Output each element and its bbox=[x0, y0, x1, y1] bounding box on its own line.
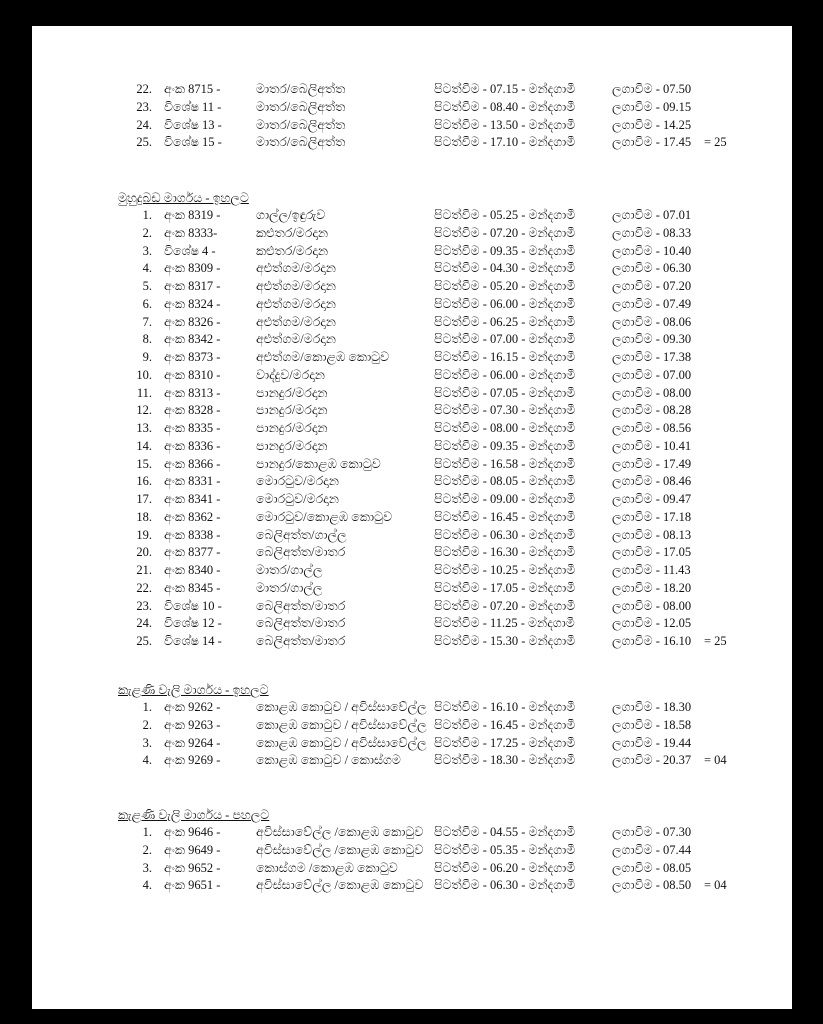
arrival-time: ලගාවීම - 18.58 bbox=[612, 717, 692, 732]
departure-time: පිටත්වීම - 09.35 - මන්දගාමී bbox=[434, 243, 576, 258]
train-number: අංක 8328 - bbox=[164, 403, 221, 418]
row-number: 3. bbox=[142, 243, 152, 258]
row-number: 1. bbox=[142, 208, 152, 222]
row-number: 3. bbox=[142, 860, 152, 875]
departure-time: පිටත්වීම - 16.30 - මන්දගාමී bbox=[434, 545, 576, 560]
arrival-time: ලගාවීම - 07.00 bbox=[612, 367, 692, 382]
train-number: අංක 8373 - bbox=[164, 350, 221, 364]
row-number: 10. bbox=[136, 367, 152, 382]
section-total: = 04 bbox=[704, 753, 727, 768]
train-number: අංක 8310 - bbox=[164, 367, 221, 382]
departure-time: පිටත්වීම - 16.10 - මන්දගාමී bbox=[434, 700, 576, 714]
departure-time: පිටත්වීම - 04.55 - මන්දගාමී bbox=[434, 825, 576, 839]
departure-time: පිටත්වීම - 17.10 - මන්දගාමී bbox=[434, 135, 576, 150]
arrival-time: ලගාවීම - 19.44 bbox=[612, 735, 692, 750]
departure-time: පිටත්වීම - 07.15 - මන්දගාමී bbox=[434, 82, 576, 96]
departure-time: පිටත්වීම - 06.00 - මන්දගාමී bbox=[434, 296, 576, 311]
arrival-time: ලගාවීම - 11.43 bbox=[612, 563, 691, 577]
schedule-row bbox=[32, 437, 792, 455]
row-number: 25. bbox=[136, 135, 152, 150]
departure-time: පිටත්වීම - 05.35 - මන්දගාමී bbox=[434, 842, 576, 857]
arrival-time: ලගාවීම - 10.40 bbox=[612, 243, 692, 258]
arrival-time: ලගාවීම - 17.45 bbox=[612, 135, 692, 150]
schedule-row bbox=[32, 242, 792, 260]
route-name: පානදුර/කොළඹ කොටුව bbox=[256, 456, 381, 471]
arrival-time: ලගාවීම - 18.30 bbox=[612, 700, 692, 714]
schedule-row bbox=[32, 614, 792, 632]
train-number: විශේෂ 10 - bbox=[164, 598, 222, 613]
departure-time: පිටත්වීම - 09.35 - මන්දගාමී bbox=[434, 438, 576, 453]
train-number: විශේෂ 11 - bbox=[164, 99, 222, 114]
departure-time: පිටත්වීම - 13.50 - මන්දගාමී bbox=[434, 117, 576, 132]
route-name: මාතර/ගාල්ල bbox=[256, 563, 323, 577]
schedule-row bbox=[32, 823, 792, 841]
section-total: = 25 bbox=[704, 135, 727, 150]
row-number: 9. bbox=[142, 350, 152, 364]
schedule-row bbox=[32, 841, 792, 859]
route-name: පානදුර/මරදාන bbox=[256, 438, 328, 453]
departure-time: පිටත්වීම - 07.05 - මන්දගාමී bbox=[434, 385, 576, 400]
route-name: ගාල්ල/ඉඳුරුව bbox=[256, 208, 326, 222]
route-name: බෙලිඅත්ත/මාතර bbox=[256, 616, 346, 631]
schedule-row bbox=[32, 366, 792, 384]
departure-time: පිටත්වීම - 08.05 - මන්දගාමී bbox=[434, 474, 576, 489]
departure-time: පිටත්වීම - 15.30 - මන්දගාමී bbox=[434, 634, 576, 648]
arrival-time: ලගාවීම - 18.20 bbox=[612, 580, 692, 595]
arrival-time: ලගාවීම - 07.50 bbox=[612, 82, 692, 96]
arrival-time: ලගාවීම - 08.56 bbox=[612, 421, 692, 435]
schedule-row bbox=[32, 98, 792, 116]
train-number: විශේෂ 15 - bbox=[164, 135, 222, 150]
departure-time: පිටත්වීම - 08.00 - මන්දගාමී bbox=[434, 421, 576, 435]
train-number: අංක 9269 - bbox=[164, 753, 221, 768]
route-name: අවිස්සාවේල්ල /කොළඹ කොටුව bbox=[256, 878, 424, 893]
departure-time: පිටත්වීම - 06.30 - මන්දගාමී bbox=[434, 878, 576, 893]
departure-time: පිටත්වීම - 16.45 - මන්දගාමී bbox=[434, 717, 576, 732]
section-heading: කැළණි වැලි මාර්ගය - පහලට bbox=[118, 808, 270, 822]
section-heading: මුහුදුබඩ මාර්ගය - ඉහලට bbox=[118, 191, 249, 205]
departure-time: පිටත්වීම - 16.58 - මන්දගාමී bbox=[434, 456, 576, 471]
row-number: 22. bbox=[136, 82, 152, 96]
schedule-row bbox=[32, 80, 792, 98]
route-name: මාතර/බෙලිඅත්ත bbox=[256, 99, 346, 114]
route-name: අළුත්ගම/මරදාන bbox=[256, 332, 336, 347]
train-number: අංක 9263 - bbox=[164, 717, 221, 732]
train-number: අංක 9652 - bbox=[164, 860, 221, 875]
route-name: පානදුර/මරදාන bbox=[256, 403, 328, 418]
schedule-row bbox=[32, 632, 792, 650]
section-total: = 25 bbox=[704, 634, 727, 648]
schedule-row bbox=[32, 876, 792, 894]
train-number: අංක 9649 - bbox=[164, 842, 221, 857]
schedule-row bbox=[32, 698, 792, 716]
schedule-row bbox=[32, 734, 792, 752]
train-number: අංක 9264 - bbox=[164, 735, 221, 750]
route-name: බෙලිඅත්ත/මාතර bbox=[256, 634, 346, 648]
route-name: කොළඹ කොටුව / අවිස්සාවේල්ල bbox=[256, 735, 427, 750]
train-number: විශේෂ 12 - bbox=[164, 616, 222, 631]
document-page bbox=[32, 26, 792, 1009]
arrival-time: ලගාවීම - 07.20 bbox=[612, 279, 692, 293]
departure-time: පිටත්වීම - 05.25 - මන්දගාමී bbox=[434, 208, 576, 222]
departure-time: පිටත්වීම - 09.00 - මන්දගාමී bbox=[434, 492, 576, 506]
schedule-row bbox=[32, 330, 792, 348]
arrival-time: ලගාවීම - 17.18 bbox=[612, 509, 692, 524]
row-number: 1. bbox=[142, 825, 152, 839]
route-name: අළුත්ගම/මරදාන bbox=[256, 296, 336, 311]
schedule-row bbox=[32, 277, 792, 295]
departure-time: පිටත්වීම - 17.25 - මන්දගාමී bbox=[434, 735, 576, 750]
row-number: 2. bbox=[142, 717, 152, 732]
train-number: විශේෂ 13 - bbox=[164, 117, 222, 132]
row-number: 2. bbox=[142, 225, 152, 240]
train-number: අංක 8309 - bbox=[164, 261, 221, 276]
train-number: අංක 8324 - bbox=[164, 296, 221, 311]
row-number: 1. bbox=[142, 700, 152, 714]
row-number: 11. bbox=[136, 385, 152, 400]
train-number: අංක 9651 - bbox=[164, 878, 221, 893]
train-number: අංක 8338 - bbox=[164, 527, 221, 542]
section-total: = 04 bbox=[704, 878, 727, 893]
route-name: කොළඹ කොටුව / කොස්ගම bbox=[256, 753, 401, 768]
route-name: පානදුර/මරදාන bbox=[256, 421, 328, 435]
arrival-time: ලගාවීම - 20.37 bbox=[612, 753, 692, 768]
train-number: අංක 9646 - bbox=[164, 825, 221, 839]
train-number: විශේෂ 4 - bbox=[164, 243, 216, 258]
departure-time: පිටත්වීම - 11.25 - මන්දගාමී bbox=[434, 616, 575, 631]
arrival-time: ලගාවීම - 07.01 bbox=[612, 208, 692, 222]
arrival-time: ලගාවීම - 08.00 bbox=[612, 385, 692, 400]
row-number: 22. bbox=[136, 580, 152, 595]
train-number: අංක 8333- bbox=[164, 225, 218, 240]
departure-time: පිටත්වීම - 06.30 - මන්දගාමී bbox=[434, 527, 576, 542]
train-number: අංක 8340 - bbox=[164, 563, 221, 577]
departure-time: පිටත්වීම - 07.20 - මන්දගාමී bbox=[434, 598, 576, 613]
arrival-time: ලගාවීම - 10.41 bbox=[612, 438, 692, 453]
row-number: 2. bbox=[142, 842, 152, 857]
route-name: මාතර/ගාල්ල bbox=[256, 580, 323, 595]
train-number: අංක 8326 - bbox=[164, 314, 221, 329]
route-name: අළුත්ගම/මරදාන bbox=[256, 261, 336, 276]
departure-time: පිටත්වීම - 07.00 - මන්දගාමී bbox=[434, 332, 576, 347]
section-heading: කැළණි වැලි මාර්ගය - ඉහලට bbox=[118, 683, 269, 697]
schedule-row bbox=[32, 348, 792, 366]
arrival-time: ලගාවීම - 08.33 bbox=[612, 225, 692, 240]
row-number: 7. bbox=[142, 314, 152, 329]
route-name: අවිස්සාවේල්ල /කොළඹ කොටුව bbox=[256, 842, 424, 857]
row-number: 5. bbox=[142, 279, 152, 293]
schedule-row bbox=[32, 259, 792, 277]
train-number: විශේෂ 14 - bbox=[164, 634, 222, 648]
schedule-row bbox=[32, 313, 792, 331]
row-number: 12. bbox=[136, 403, 152, 418]
route-name: වාද්දුව/මරදාන bbox=[256, 367, 325, 382]
schedule-row bbox=[32, 543, 792, 561]
route-name: බෙලිඅත්ත/මාතර bbox=[256, 598, 346, 613]
train-number: අංක 8331 - bbox=[164, 474, 221, 489]
schedule-row bbox=[32, 859, 792, 877]
departure-time: පිටත්වීම - 17.05 - මන්දගාමී bbox=[434, 580, 576, 595]
train-number: අංක 8366 - bbox=[164, 456, 221, 471]
arrival-time: ලගාවීම - 08.05 bbox=[612, 860, 692, 875]
departure-time: පිටත්වීම - 18.30 - මන්දගාමී bbox=[434, 753, 576, 768]
schedule-row bbox=[32, 579, 792, 597]
row-number: 17. bbox=[136, 492, 152, 506]
train-number: අංක 8319 - bbox=[164, 208, 221, 222]
row-number: 8. bbox=[142, 332, 152, 347]
train-number: අංක 8342 - bbox=[164, 332, 221, 347]
departure-time: පිටත්වීම - 06.25 - මන්දගාමී bbox=[434, 314, 576, 329]
arrival-time: ලගාවීම - 17.49 bbox=[612, 456, 692, 471]
row-number: 16. bbox=[136, 474, 152, 489]
arrival-time: ලගාවීම - 07.30 bbox=[612, 825, 692, 839]
route-name: මාතර/බෙලිඅත්ත bbox=[256, 117, 346, 132]
schedule-row bbox=[32, 561, 792, 579]
departure-time: පිටත්වීම - 04.30 - මන්දගාමී bbox=[434, 261, 576, 276]
schedule-row bbox=[32, 472, 792, 490]
schedule-row bbox=[32, 384, 792, 402]
arrival-time: ලගාවීම - 07.44 bbox=[612, 842, 692, 857]
schedule-row bbox=[32, 224, 792, 242]
schedule-row bbox=[32, 206, 792, 224]
route-name: මාතර/බෙලිඅත්ත bbox=[256, 135, 346, 150]
route-name: අළුත්ගම/කොළඹ කොටුව bbox=[256, 350, 390, 364]
route-name: කළුතර/මරදාන bbox=[256, 243, 329, 258]
train-number: අංක 8345 - bbox=[164, 580, 221, 595]
arrival-time: ලගාවීම - 07.49 bbox=[612, 296, 692, 311]
row-number: 15. bbox=[136, 456, 152, 471]
route-name: බෙලිඅත්ත/ගාල්ල bbox=[256, 527, 347, 542]
train-number: අංක 8377 - bbox=[164, 545, 221, 560]
departure-time: පිටත්වීම - 07.30 - මන්දගාමී bbox=[434, 403, 576, 418]
row-number: 18. bbox=[136, 509, 152, 524]
route-name: අළුත්ගම/මරදාන bbox=[256, 279, 336, 293]
schedule-row bbox=[32, 401, 792, 419]
arrival-time: ලගාවීම - 08.06 bbox=[612, 314, 692, 329]
arrival-time: ලගාවීම - 09.15 bbox=[612, 99, 692, 114]
route-name: මොරටුව/මරදාන bbox=[256, 474, 339, 489]
departure-time: පිටත්වීම - 10.25 - මන්දගාමී bbox=[434, 563, 576, 577]
arrival-time: ලගාවීම - 09.47 bbox=[612, 492, 692, 506]
row-number: 24. bbox=[136, 616, 152, 631]
train-number: අංක 8362 - bbox=[164, 509, 221, 524]
row-number: 6. bbox=[142, 296, 152, 311]
schedule-row bbox=[32, 526, 792, 544]
departure-time: පිටත්වීම - 06.00 - මන්දගාමී bbox=[434, 367, 576, 382]
schedule-row bbox=[32, 295, 792, 313]
schedule-row bbox=[32, 455, 792, 473]
train-number: අංක 8335 - bbox=[164, 421, 221, 435]
arrival-time: ලගාවීම - 06.30 bbox=[612, 261, 692, 276]
arrival-time: ලගාවීම - 12.05 bbox=[612, 616, 692, 631]
arrival-time: ලගාවීම - 17.05 bbox=[612, 545, 692, 560]
row-number: 19. bbox=[136, 527, 152, 542]
route-name: පානදුර/මරදාන bbox=[256, 385, 328, 400]
train-number: අංක 8715 - bbox=[164, 82, 221, 96]
route-name: අවිස්සාවේල්ල /කොළඹ කොටුව bbox=[256, 825, 424, 839]
arrival-time: ලගාවීම - 08.28 bbox=[612, 403, 692, 418]
departure-time: පිටත්වීම - 08.40 - මන්දගාමී bbox=[434, 99, 576, 114]
departure-time: පිටත්වීම - 07.20 - මන්දගාමී bbox=[434, 225, 576, 240]
arrival-time: ලගාවීම - 14.25 bbox=[612, 117, 692, 132]
route-name: මාතර/බෙලිඅත්ත bbox=[256, 82, 346, 96]
route-name: කොළඹ කොටුව / අවිස්සාවේල්ල bbox=[256, 700, 427, 714]
row-number: 20. bbox=[136, 545, 152, 560]
arrival-time: ලගාවීම - 08.50 bbox=[612, 878, 692, 893]
schedule-row bbox=[32, 597, 792, 615]
departure-time: පිටත්වීම - 05.20 - මන්දගාමී bbox=[434, 279, 576, 293]
schedule-row bbox=[32, 751, 792, 769]
arrival-time: ලගාවීම - 17.38 bbox=[612, 350, 692, 364]
row-number: 24. bbox=[136, 117, 152, 132]
train-number: අංක 8341 - bbox=[164, 492, 221, 506]
row-number: 23. bbox=[136, 99, 152, 114]
route-name: මොරටුව/කොළඹ කොටුව bbox=[256, 509, 393, 524]
route-name: අළුත්ගම/මරදාන bbox=[256, 314, 336, 329]
arrival-time: ලගාවීම - 08.13 bbox=[612, 527, 692, 542]
route-name: කොස්ගම /කොළඹ කොටුව bbox=[256, 860, 398, 875]
departure-time: පිටත්වීම - 16.45 - මන්දගාමී bbox=[434, 509, 576, 524]
row-number: 23. bbox=[136, 598, 152, 613]
departure-time: පිටත්වීම - 16.15 - මන්දගාමී bbox=[434, 350, 576, 364]
schedule-row bbox=[32, 490, 792, 508]
row-number: 21. bbox=[136, 563, 152, 577]
departure-time: පිටත්වීම - 06.20 - මන්දගාමී bbox=[434, 860, 576, 875]
row-number: 4. bbox=[142, 878, 152, 893]
arrival-time: ලගාවීම - 08.00 bbox=[612, 598, 692, 613]
row-number: 25. bbox=[136, 634, 152, 648]
train-number: අංක 8313 - bbox=[164, 385, 221, 400]
row-number: 4. bbox=[142, 261, 152, 276]
arrival-time: ලගාවීම - 09.30 bbox=[612, 332, 692, 347]
schedule-row bbox=[32, 116, 792, 134]
train-number: අංක 8317 - bbox=[164, 279, 221, 293]
route-name: මොරටුව/මරදාන bbox=[256, 492, 339, 506]
arrival-time: ලගාවීම - 08.46 bbox=[612, 474, 692, 489]
row-number: 4. bbox=[142, 753, 152, 768]
row-number: 14. bbox=[136, 438, 152, 453]
schedule-row bbox=[32, 133, 792, 151]
schedule-row bbox=[32, 716, 792, 734]
arrival-time: ලගාවීම - 16.10 bbox=[612, 634, 692, 648]
schedule-row bbox=[32, 508, 792, 526]
train-number: අංක 9262 - bbox=[164, 700, 221, 714]
route-name: කොළඹ කොටුව / අවිස්සාවේල්ල bbox=[256, 717, 427, 732]
row-number: 13. bbox=[136, 421, 152, 435]
train-number: අංක 8336 - bbox=[164, 438, 221, 453]
route-name: බෙලිඅත්ත/මාතර bbox=[256, 545, 346, 560]
route-name: කළුතර/මරදාන bbox=[256, 225, 329, 240]
row-number: 3. bbox=[142, 735, 152, 750]
schedule-row bbox=[32, 419, 792, 437]
